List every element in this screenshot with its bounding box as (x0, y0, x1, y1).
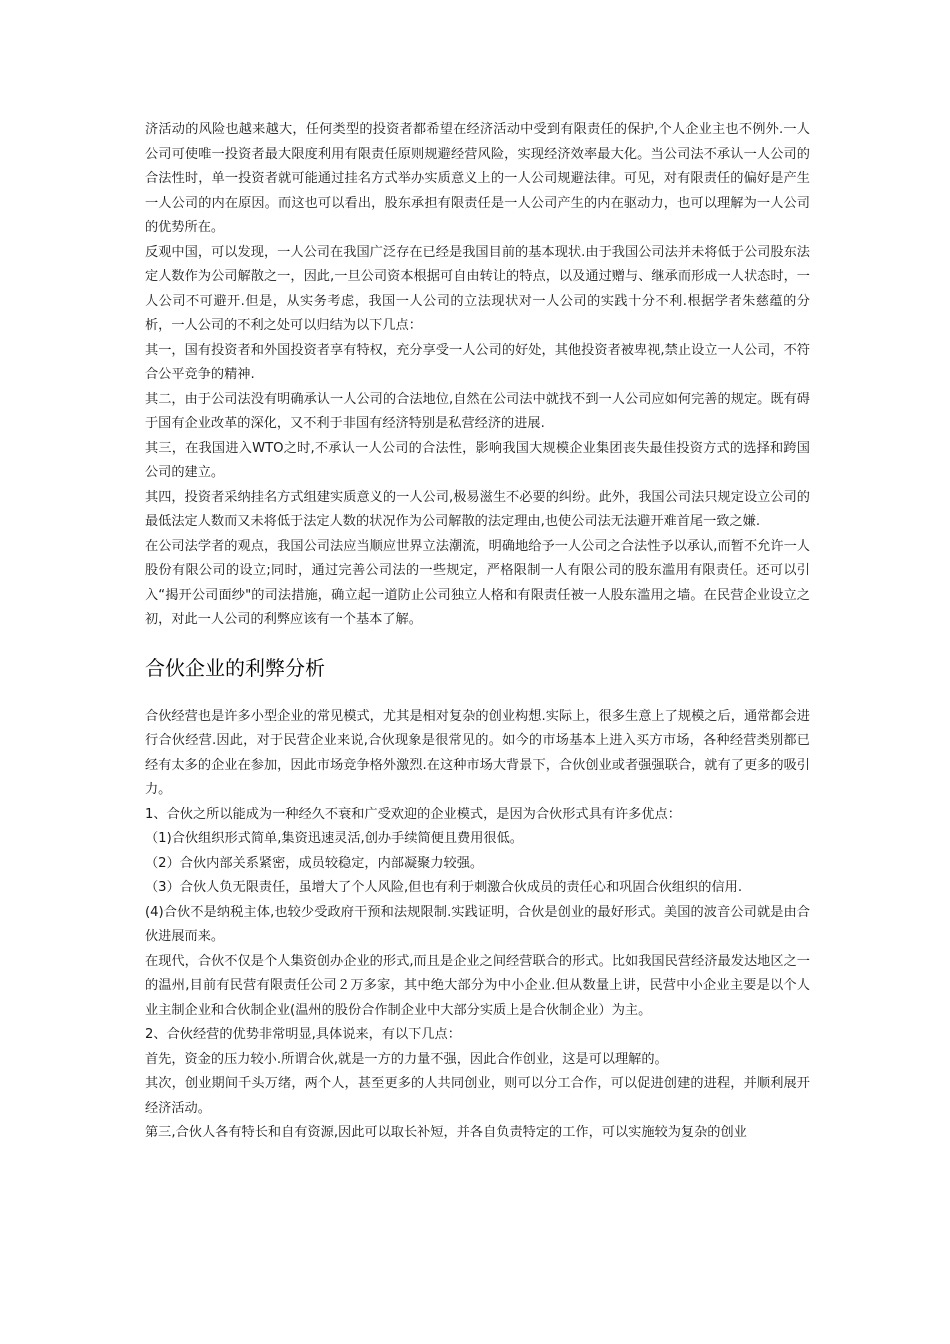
paragraph-advantage-4: (4)合伙不是纳税主体,也较少受政府干预和法规限制.实践证明，合伙是创业的最好形式。美国的波音公司就是由合伙进展而来。 (145, 904, 810, 944)
paragraph-modern-partnership: 在现代，合伙不仅是个人集资创办企业的形式,而且是企业之间经营联合的形式。比如我国民营经济最发达地区之一的温州,目前有民营有限责任公司２万多家，其中绝大部分为中小企业.但从数量上讲，民营中小企业主要是以个人业主制企业和合伙制企业(温州的股份合作制企业中大部分实质上是合伙制企业）为主。 (145, 953, 810, 1018)
paragraph-benefit-first: 首先，资金的压力较小.所谓合伙,就是一方的力量不强，因此合作创业，这是可以理解的。 (145, 1051, 668, 1067)
paragraph-benefit-third: 第三,合伙人各有特长和自有资源,因此可以取长补短，并各自负责特定的工作，可以实施较为复杂的创业 (145, 1125, 747, 1140)
paragraph-advantage-1: （1)合伙组织形式简单,集资迅速灵活,创办手续简便且费用很低。 (145, 831, 523, 846)
paragraph-advantage-2: （2）合伙内部关系紧密，成员较稳定，内部凝聚力较强。 (145, 855, 484, 871)
paragraph-partnership-intro: 合伙经营也是许多小型企业的常见模式，尤其是相对复杂的创业构想.实际上，很多生意上了规模之后，通常都会进行合伙经营.因此，对于民营企业来说,合伙现象是很常见的。如今的市场基本上进入买方市场，各种经营类别都已经有太多的企业在参加，因此市场竞争格外激烈.在这种市场大背景下，合伙创业或者强强联合，就有了更多的吸引力。 (145, 708, 810, 797)
paragraph-china-status: 反观中国，可以发现，一人公司在我国广泛存在已经是我国目前的基本现状.由于我国公司法并未将低于公司股东法定人数作为公司解散之一，因此,一旦公司资本根据可自由转让的特点，以及通过赠与、继承而形成一人状态时，一人公司不可避开.但是，从实务考虑，我国一人公司的立法现状对一人公司的实践十分不利.根据学者朱慈蕴的分析，一人公司的不利之处可以归结为以下几点： (145, 244, 810, 333)
paragraph-point-one: 其一，国有投资者和外国投资者享有特权，充分享受一人公司的好处，其他投资者被卑视,禁止设立一人公司，不符合公平竞争的精神. (145, 342, 810, 382)
paragraph-point-two: 其二，由于公司法没有明确承认一人公司的合法地位,自然在公司法中就找不到一人公司应如何完善的规定。既有碍于国有企业改革的深化，又不利于非国有经济特别是私营经济的进展. (145, 391, 810, 431)
paragraph-advantage-3: （3）合伙人负无限责任，虽增大了个人风险,但也有利于刺激合伙成员的责任心和巩固合伙组织的信用. (145, 880, 743, 895)
document-body (145, 118, 810, 1146)
paragraph-point-four: 其四，投资者采纳挂名方式组建实质意义的一人公司,极易滋生不必要的纠纷。此外，我国公司法只规定设立公司的最低法定人数而又未将低于法定人数的状况作为公司解散的法定理由,也使公司法无法避开难首尾一致之嫌. (145, 489, 810, 529)
paragraph-scholar-view: 在公司法学者的观点，我国公司法应当顺应世界立法潮流，明确地给予一人公司之合法性予以承认,而暂不允许一人股份有限公司的设立;同时，通过完善公司法的一些规定，严格限制一人有限公司的股东滥用有限责任。还可以引入“揭开公司面纱"的司法措施，确立起一道防止公司独立人格和有限责任被一人股东滥用之墙。在民营企业设立之初，对此一人公司的利弊应该有一个基本了解。 (145, 538, 810, 627)
paragraph-advantages-heading: 1、合伙之所以能成为一种经久不衰和广受欢迎的企业模式，是因为合伙形式具有许多优点： (145, 806, 681, 822)
paragraph-benefit-second: 其次，创业期间千头万绪，两个人，甚至更多的人共同创业，则可以分工合作，可以促进创建的进程，并顺利展开经济活动。 (145, 1076, 810, 1116)
paragraph-benefits-heading: 2、合伙经营的优势非常明显,具体说来，有以下几点： (145, 1027, 461, 1042)
paragraph-point-three: 其三，在我国进入WTO之时,不承认一人公司的合法性，影响我国大规模企业集团丧失最佳投资方式的选择和跨国公司的建立。 (145, 440, 810, 480)
paragraph-limited-liability: 济活动的风险也越来越大，任何类型的投资者都希望在经济活动中受到有限责任的保护,个人企业主也不例外.一人公司可使唯一投资者最大限度利用有限责任原则规避经营风险，实现经济效率最大化。当公司法不承认一人公司的合法性时，单一投资者就可能通过挂名方式举办实质意义上的一人公司规避法律。可见，对有限责任的偏好是产生一人公司的内在原因。而这也可以看出，股东承担有限责任是一人公司产生的内在驱动力，也可以理解为一人公司的优势所在。 (145, 122, 810, 235)
section-heading-partnership: 合伙企业的利弊分析 (145, 655, 325, 680)
